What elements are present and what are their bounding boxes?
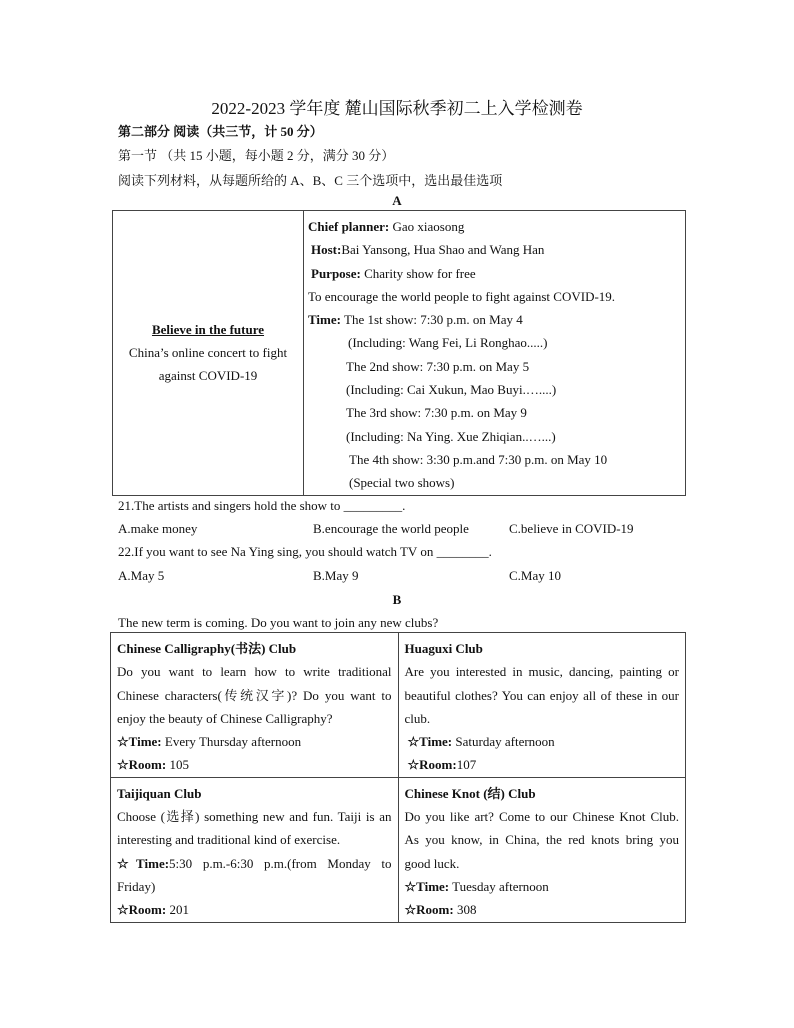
time-value: Saturday afternoon xyxy=(452,734,555,750)
question-21-option-c[interactable]: C.believe in COVID-19 xyxy=(509,521,634,536)
question-22-option-b[interactable]: B.May 9 xyxy=(313,568,359,583)
time-value: 5:30 p.m.-6:30 p.m.(from Monday to Friday) xyxy=(117,855,392,894)
show2-performers: (Including: Cai Xukun, Mao Buyi.…....) xyxy=(346,382,557,398)
room-label: ☆Room: xyxy=(404,902,454,918)
question-21: 21.The artists and singers hold the show to _________. xyxy=(118,498,406,513)
time-value: Tuesday afternoon xyxy=(449,878,549,894)
show3-performers: (Including: Na Ying. Xue Zhiqian..…...) xyxy=(346,428,556,444)
time-label: ☆Time: xyxy=(117,855,170,871)
room-label: ☆Room: xyxy=(117,757,167,773)
club-room xyxy=(405,753,680,776)
show4-line: The 4th show: 3:30 p.m.and 7:30 p.m. on May 10 xyxy=(349,451,608,467)
room-value: 308 xyxy=(453,902,477,918)
club-cell-chinese-knot xyxy=(398,777,686,922)
club-cell-calligraphy xyxy=(111,633,399,778)
instructions: 阅读下列材料，从每题所给的 A、B、C 三个选项中，选出最佳选项 xyxy=(118,173,503,188)
time-label: ☆Time: xyxy=(117,734,162,750)
club-description: Do you want to learn how to write traditional Chinese characters(传统汉字)? Do you want to enjoy the beauty of Chinese Calligraphy? xyxy=(117,664,392,726)
question-21-option-b[interactable]: B.encourage the world people xyxy=(313,521,469,536)
club-name: Chinese Knot (结) Club xyxy=(404,785,536,801)
club-cell-taijiquan xyxy=(111,777,399,922)
purpose-line xyxy=(308,262,685,285)
room-label: ☆Room: xyxy=(407,757,457,773)
show1-text: The 1st show: 7:30 p.m. on May 4 xyxy=(340,312,523,328)
club-room xyxy=(117,753,392,776)
show1-line xyxy=(308,308,685,331)
show4-performers: (Special two shows) xyxy=(349,475,455,491)
room-value: 107 xyxy=(456,757,477,773)
show3-line: The 3rd show: 7:30 p.m. on May 9 xyxy=(346,405,527,421)
club-room xyxy=(405,898,680,921)
club-description: Choose (选择) something new and fun. Taiji is an interesting and traditional kind of exercise. xyxy=(117,809,392,848)
host-line xyxy=(308,238,685,261)
concert-subtitle-line1: China’s online concert to fight xyxy=(128,345,288,361)
planner-line xyxy=(308,215,685,238)
club-time xyxy=(117,852,392,899)
concert-heading: Believe in the future xyxy=(151,321,265,337)
concert-subtitle-line2: against COVID-19 xyxy=(158,368,258,384)
passage-a-letter: A xyxy=(392,193,402,208)
show1-performers: (Including: Wang Fei, Li Ronghao.....) xyxy=(348,335,548,351)
club-room xyxy=(117,898,392,921)
club-time xyxy=(405,875,680,898)
club-name: Huaguxi Club xyxy=(404,641,483,656)
club-name: Taijiquan Club xyxy=(117,785,202,801)
time-label: ☆Time: xyxy=(404,878,450,894)
host-value: Bai Yansong, Hua Shao and Wang Han xyxy=(341,242,545,258)
club-time xyxy=(405,730,680,753)
passage-b-intro: The new term is coming. Do you want to join any new clubs? xyxy=(118,615,439,630)
club-time xyxy=(117,730,392,753)
club-description: Are you interested in music, dancing, painting or beautiful clothes? You can enjoy all of these in our club. xyxy=(404,664,679,726)
room-value: 105 xyxy=(166,757,189,773)
club-cell-huaguxi xyxy=(398,633,686,778)
show2-line: The 2nd show: 7:30 p.m. on May 5 xyxy=(346,358,530,374)
question-22-option-c[interactable]: C.May 10 xyxy=(509,568,561,583)
host-label: Host: xyxy=(311,242,342,258)
planner-value: Gao xiaosong xyxy=(389,219,465,234)
room-value: 201 xyxy=(166,902,189,918)
encourage-line: To encourage the world people to fight against COVID-19. xyxy=(308,288,616,304)
club-name: Chinese Calligraphy(书法) Club xyxy=(117,641,297,656)
time-value: Every Thursday afternoon xyxy=(161,734,302,750)
room-label: ☆Room: xyxy=(117,902,167,918)
section-one-note: 第一节 （共 15 小题，每小题 2 分，满分 30 分） xyxy=(118,148,395,163)
concert-details-cell xyxy=(304,211,686,496)
planner-label: Chief planner: xyxy=(308,219,390,234)
purpose-label: Purpose: xyxy=(311,265,361,281)
time-label: ☆Time: xyxy=(407,734,453,750)
purpose-value: Charity show for free xyxy=(360,265,476,281)
question-21-option-a[interactable]: A.make money xyxy=(118,521,198,536)
exam-title: 2022-2023 学年度 麓山国际秋季初二上入学检测卷 xyxy=(211,99,583,118)
clubs-table xyxy=(110,632,686,923)
passage-b-letter: B xyxy=(392,592,402,607)
question-22: 22.If you want to see Na Ying sing, you should watch TV on ________. xyxy=(118,544,492,559)
time-label: Time: xyxy=(308,312,341,328)
question-22-option-a[interactable]: A.May 5 xyxy=(118,568,165,583)
club-description: Do you like art? Come to our Chinese Knot Club. As you know, in China, the red knots bring you good luck. xyxy=(404,809,679,871)
passage-a-table xyxy=(112,210,686,496)
section-heading: 第二部分 阅读（共三节，计 50 分） xyxy=(118,124,323,139)
concert-title-cell xyxy=(113,211,304,496)
